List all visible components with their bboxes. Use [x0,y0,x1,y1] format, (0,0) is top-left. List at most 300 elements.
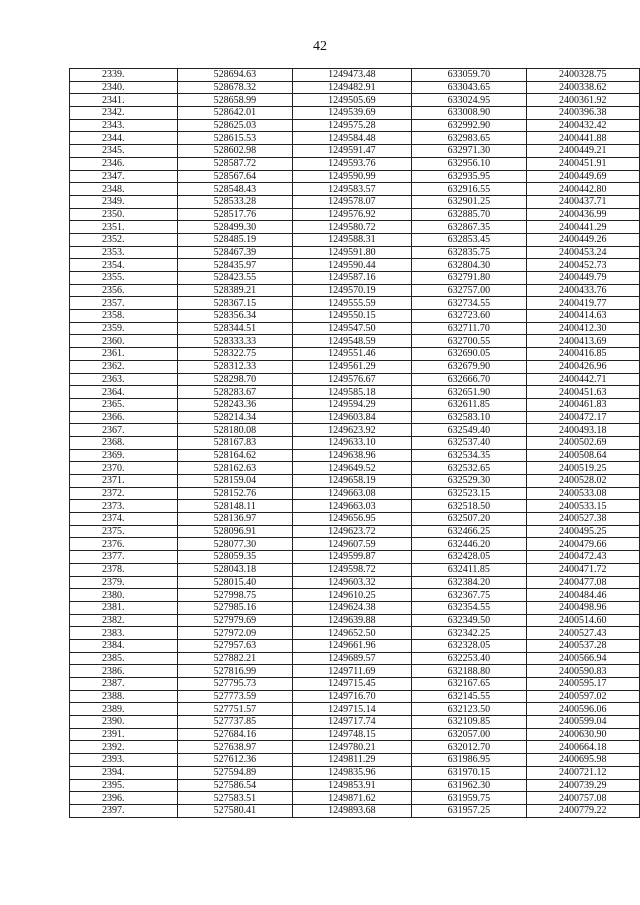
x2-coordinate-cell: 632012.70 [412,741,526,754]
y-coordinate-cell: 1249590.44 [292,259,412,272]
x2-coordinate-cell: 632328.05 [412,639,526,652]
x-coordinate-cell: 527638.97 [178,741,292,754]
y2-coordinate-cell: 2400528.02 [526,475,639,488]
y-coordinate-cell: 1249547.50 [292,322,412,335]
y2-coordinate-cell: 2400414.63 [526,310,639,323]
y2-coordinate-cell: 2400461.83 [526,398,639,411]
table-row [70,170,640,183]
x-coordinate-cell: 528678.32 [178,81,292,94]
y-coordinate-cell: 1249610.25 [292,589,412,602]
table-row [70,627,640,640]
y2-coordinate-cell: 2400396.38 [526,107,639,120]
y-coordinate-cell: 1249649.52 [292,462,412,475]
y2-coordinate-cell: 2400441.88 [526,132,639,145]
x-coordinate-cell: 528567.64 [178,170,292,183]
point-number-cell: 2369. [70,449,178,462]
point-number-cell: 2340. [70,81,178,94]
table-row [70,576,640,589]
y2-coordinate-cell: 2400493.18 [526,424,639,437]
x2-coordinate-cell: 633008.90 [412,107,526,120]
y2-coordinate-cell: 2400757.08 [526,792,639,805]
x-coordinate-cell: 528533.28 [178,195,292,208]
x-coordinate-cell: 527985.16 [178,601,292,614]
table-row [70,728,640,741]
table-row [70,449,640,462]
table-row [70,208,640,221]
point-number-cell: 2377. [70,551,178,564]
y2-coordinate-cell: 2400328.75 [526,69,639,82]
y-coordinate-cell: 1249588.31 [292,233,412,246]
y2-coordinate-cell: 2400472.17 [526,411,639,424]
point-number-cell: 2343. [70,119,178,132]
x-coordinate-cell: 527594.89 [178,766,292,779]
point-number-cell: 2370. [70,462,178,475]
y-coordinate-cell: 1249893.68 [292,804,412,817]
point-number-cell: 2386. [70,665,178,678]
y-coordinate-cell: 1249652.50 [292,627,412,640]
table-row [70,195,640,208]
y-coordinate-cell: 1249624.38 [292,601,412,614]
y2-coordinate-cell: 2400449.69 [526,170,639,183]
x2-coordinate-cell: 632354.55 [412,601,526,614]
y-coordinate-cell: 1249590.99 [292,170,412,183]
y2-coordinate-cell: 2400416.85 [526,348,639,361]
y2-coordinate-cell: 2400413.69 [526,335,639,348]
table-row [70,246,640,259]
x-coordinate-cell: 527751.57 [178,703,292,716]
x2-coordinate-cell: 632885.70 [412,208,526,221]
y-coordinate-cell: 1249656.95 [292,513,412,526]
y-coordinate-cell: 1249633.10 [292,436,412,449]
x2-coordinate-cell: 633043.65 [412,81,526,94]
x2-coordinate-cell: 632734.55 [412,297,526,310]
y2-coordinate-cell: 2400508.64 [526,449,639,462]
coordinates-table-container [69,68,640,818]
x2-coordinate-cell: 632757.00 [412,284,526,297]
point-number-cell: 2348. [70,183,178,196]
y2-coordinate-cell: 2400472.43 [526,551,639,564]
x-coordinate-cell: 528043.18 [178,563,292,576]
y-coordinate-cell: 1249551.46 [292,348,412,361]
y2-coordinate-cell: 2400566.94 [526,652,639,665]
point-number-cell: 2346. [70,157,178,170]
x-coordinate-cell: 528548.43 [178,183,292,196]
y-coordinate-cell: 1249638.96 [292,449,412,462]
x-coordinate-cell: 528625.03 [178,119,292,132]
table-row [70,551,640,564]
table-row [70,652,640,665]
y2-coordinate-cell: 2400449.21 [526,145,639,158]
point-number-cell: 2366. [70,411,178,424]
y-coordinate-cell: 1249780.21 [292,741,412,754]
y-coordinate-cell: 1249539.69 [292,107,412,120]
x-coordinate-cell: 528485.19 [178,233,292,246]
x2-coordinate-cell: 631959.75 [412,792,526,805]
y2-coordinate-cell: 2400495.25 [526,525,639,538]
x2-coordinate-cell: 632679.90 [412,360,526,373]
y2-coordinate-cell: 2400477.08 [526,576,639,589]
x-coordinate-cell: 527882.21 [178,652,292,665]
point-number-cell: 2373. [70,500,178,513]
y-coordinate-cell: 1249580.72 [292,221,412,234]
x2-coordinate-cell: 632145.55 [412,690,526,703]
x-coordinate-cell: 527972.09 [178,627,292,640]
y2-coordinate-cell: 2400436.99 [526,208,639,221]
y-coordinate-cell: 1249716.70 [292,690,412,703]
point-number-cell: 2395. [70,779,178,792]
x-coordinate-cell: 528356.34 [178,310,292,323]
x-coordinate-cell: 528615.53 [178,132,292,145]
table-row [70,741,640,754]
x-coordinate-cell: 527979.69 [178,614,292,627]
x2-coordinate-cell: 632537.40 [412,436,526,449]
point-number-cell: 2359. [70,322,178,335]
table-row [70,348,640,361]
x2-coordinate-cell: 632532.65 [412,462,526,475]
table-row [70,804,640,817]
coordinates-table-body [70,69,640,818]
x-coordinate-cell: 528333.33 [178,335,292,348]
y-coordinate-cell: 1249575.28 [292,119,412,132]
x-coordinate-cell: 528180.08 [178,424,292,437]
point-number-cell: 2352. [70,233,178,246]
y2-coordinate-cell: 2400533.15 [526,500,639,513]
x2-coordinate-cell: 632466.25 [412,525,526,538]
x-coordinate-cell: 528322.75 [178,348,292,361]
x2-coordinate-cell: 632123.50 [412,703,526,716]
table-row [70,119,640,132]
y-coordinate-cell: 1249576.92 [292,208,412,221]
y2-coordinate-cell: 2400442.71 [526,373,639,386]
x-coordinate-cell: 528602.98 [178,145,292,158]
point-number-cell: 2388. [70,690,178,703]
table-row [70,601,640,614]
y-coordinate-cell: 1249593.76 [292,157,412,170]
y-coordinate-cell: 1249550.15 [292,310,412,323]
y-coordinate-cell: 1249661.96 [292,639,412,652]
y-coordinate-cell: 1249473.48 [292,69,412,82]
x2-coordinate-cell: 632549.40 [412,424,526,437]
table-row [70,589,640,602]
point-number-cell: 2387. [70,678,178,691]
y2-coordinate-cell: 2400599.04 [526,716,639,729]
x-coordinate-cell: 528389.21 [178,284,292,297]
table-row [70,69,640,82]
x2-coordinate-cell: 631957.25 [412,804,526,817]
x-coordinate-cell: 528467.39 [178,246,292,259]
y-coordinate-cell: 1249811.29 [292,754,412,767]
x-coordinate-cell: 528517.76 [178,208,292,221]
x-coordinate-cell: 527957.63 [178,639,292,652]
x-coordinate-cell: 528059.35 [178,551,292,564]
point-number-cell: 2353. [70,246,178,259]
point-number-cell: 2384. [70,639,178,652]
point-number-cell: 2383. [70,627,178,640]
x-coordinate-cell: 528423.55 [178,272,292,285]
point-number-cell: 2378. [70,563,178,576]
point-number-cell: 2360. [70,335,178,348]
y-coordinate-cell: 1249587.16 [292,272,412,285]
x-coordinate-cell: 528152.76 [178,487,292,500]
point-number-cell: 2358. [70,310,178,323]
x2-coordinate-cell: 632523.15 [412,487,526,500]
x-coordinate-cell: 528136.97 [178,513,292,526]
x2-coordinate-cell: 632109.85 [412,716,526,729]
y-coordinate-cell: 1249835.96 [292,766,412,779]
point-number-cell: 2368. [70,436,178,449]
x-coordinate-cell: 528658.99 [178,94,292,107]
point-number-cell: 2339. [70,69,178,82]
x-coordinate-cell: 528148.11 [178,500,292,513]
x-coordinate-cell: 527586.54 [178,779,292,792]
table-row [70,310,640,323]
x2-coordinate-cell: 632992.90 [412,119,526,132]
y-coordinate-cell: 1249591.47 [292,145,412,158]
y2-coordinate-cell: 2400498.96 [526,601,639,614]
point-number-cell: 2381. [70,601,178,614]
table-row [70,335,640,348]
point-number-cell: 2367. [70,424,178,437]
y-coordinate-cell: 1249584.48 [292,132,412,145]
x-coordinate-cell: 528344.51 [178,322,292,335]
x2-coordinate-cell: 632723.60 [412,310,526,323]
table-row [70,233,640,246]
y-coordinate-cell: 1249482.91 [292,81,412,94]
y2-coordinate-cell: 2400590.83 [526,665,639,678]
y-coordinate-cell: 1249555.59 [292,297,412,310]
x-coordinate-cell: 528312.33 [178,360,292,373]
y2-coordinate-cell: 2400449.26 [526,233,639,246]
x2-coordinate-cell: 632835.75 [412,246,526,259]
y-coordinate-cell: 1249623.92 [292,424,412,437]
x2-coordinate-cell: 632188.80 [412,665,526,678]
table-row [70,157,640,170]
x2-coordinate-cell: 632853.45 [412,233,526,246]
x-coordinate-cell: 527773.59 [178,690,292,703]
y-coordinate-cell: 1249717.74 [292,716,412,729]
point-number-cell: 2391. [70,728,178,741]
x2-coordinate-cell: 631962.30 [412,779,526,792]
point-number-cell: 2393. [70,754,178,767]
x2-coordinate-cell: 632791.80 [412,272,526,285]
point-number-cell: 2371. [70,475,178,488]
x2-coordinate-cell: 632384.20 [412,576,526,589]
x2-coordinate-cell: 632983.65 [412,132,526,145]
x-coordinate-cell: 527580.41 [178,804,292,817]
point-number-cell: 2363. [70,373,178,386]
y2-coordinate-cell: 2400664.18 [526,741,639,754]
y2-coordinate-cell: 2400484.46 [526,589,639,602]
table-row [70,462,640,475]
y-coordinate-cell: 1249599.87 [292,551,412,564]
y-coordinate-cell: 1249570.19 [292,284,412,297]
y-coordinate-cell: 1249623.72 [292,525,412,538]
x2-coordinate-cell: 632583.10 [412,411,526,424]
x2-coordinate-cell: 632867.35 [412,221,526,234]
x2-coordinate-cell: 632971.30 [412,145,526,158]
point-number-cell: 2389. [70,703,178,716]
point-number-cell: 2351. [70,221,178,234]
table-row [70,259,640,272]
table-row [70,614,640,627]
table-row [70,703,640,716]
point-number-cell: 2376. [70,538,178,551]
x2-coordinate-cell: 632428.05 [412,551,526,564]
point-number-cell: 2345. [70,145,178,158]
x2-coordinate-cell: 632611.85 [412,398,526,411]
table-row [70,779,640,792]
x-coordinate-cell: 528435.97 [178,259,292,272]
x2-coordinate-cell: 632342.25 [412,627,526,640]
x-coordinate-cell: 527795.73 [178,678,292,691]
y2-coordinate-cell: 2400451.63 [526,386,639,399]
y2-coordinate-cell: 2400537.28 [526,639,639,652]
x-coordinate-cell: 528694.63 [178,69,292,82]
table-row [70,81,640,94]
y2-coordinate-cell: 2400479.66 [526,538,639,551]
y2-coordinate-cell: 2400471.72 [526,563,639,576]
table-row [70,436,640,449]
table-row [70,639,640,652]
x2-coordinate-cell: 632518.50 [412,500,526,513]
x2-coordinate-cell: 632349.50 [412,614,526,627]
table-row [70,94,640,107]
table-row [70,360,640,373]
table-row [70,716,640,729]
x-coordinate-cell: 528587.72 [178,157,292,170]
y2-coordinate-cell: 2400453.24 [526,246,639,259]
y-coordinate-cell: 1249603.32 [292,576,412,589]
y-coordinate-cell: 1249603.84 [292,411,412,424]
y2-coordinate-cell: 2400412.30 [526,322,639,335]
point-number-cell: 2344. [70,132,178,145]
y2-coordinate-cell: 2400597.02 [526,690,639,703]
x-coordinate-cell: 528162.63 [178,462,292,475]
x-coordinate-cell: 527583.51 [178,792,292,805]
x-coordinate-cell: 528283.67 [178,386,292,399]
x-coordinate-cell: 528164.62 [178,449,292,462]
x2-coordinate-cell: 632529.30 [412,475,526,488]
y2-coordinate-cell: 2400533.08 [526,487,639,500]
y2-coordinate-cell: 2400441.29 [526,221,639,234]
table-row [70,183,640,196]
y-coordinate-cell: 1249591.80 [292,246,412,259]
page-number: 42 [313,39,327,54]
y-coordinate-cell: 1249505.69 [292,94,412,107]
point-number-cell: 2375. [70,525,178,538]
x2-coordinate-cell: 632057.00 [412,728,526,741]
point-number-cell: 2385. [70,652,178,665]
point-number-cell: 2372. [70,487,178,500]
table-row [70,563,640,576]
point-number-cell: 2390. [70,716,178,729]
x2-coordinate-cell: 632446.20 [412,538,526,551]
x-coordinate-cell: 528243.36 [178,398,292,411]
table-row [70,284,640,297]
table-row [70,500,640,513]
y2-coordinate-cell: 2400527.38 [526,513,639,526]
y2-coordinate-cell: 2400739.29 [526,779,639,792]
point-number-cell: 2354. [70,259,178,272]
table-row [70,525,640,538]
table-row [70,487,640,500]
x2-coordinate-cell: 633059.70 [412,69,526,82]
table-row [70,754,640,767]
y2-coordinate-cell: 2400433.76 [526,284,639,297]
table-row [70,373,640,386]
table-row [70,221,640,234]
x-coordinate-cell: 527998.75 [178,589,292,602]
y2-coordinate-cell: 2400595.17 [526,678,639,691]
table-row [70,513,640,526]
x2-coordinate-cell: 632534.35 [412,449,526,462]
point-number-cell: 2357. [70,297,178,310]
point-number-cell: 2355. [70,272,178,285]
y2-coordinate-cell: 2400514.60 [526,614,639,627]
table-row [70,411,640,424]
y-coordinate-cell: 1249548.59 [292,335,412,348]
x2-coordinate-cell: 632700.55 [412,335,526,348]
y2-coordinate-cell: 2400432.42 [526,119,639,132]
x2-coordinate-cell: 631970.15 [412,766,526,779]
x2-coordinate-cell: 632916.55 [412,183,526,196]
y2-coordinate-cell: 2400361.92 [526,94,639,107]
x2-coordinate-cell: 632804.30 [412,259,526,272]
y2-coordinate-cell: 2400419.77 [526,297,639,310]
x2-coordinate-cell: 632367.75 [412,589,526,602]
table-row [70,297,640,310]
point-number-cell: 2394. [70,766,178,779]
y2-coordinate-cell: 2400449.79 [526,272,639,285]
x-coordinate-cell: 528077.30 [178,538,292,551]
y-coordinate-cell: 1249871.62 [292,792,412,805]
x2-coordinate-cell: 632411.85 [412,563,526,576]
x2-coordinate-cell: 632651.90 [412,386,526,399]
y-coordinate-cell: 1249639.88 [292,614,412,627]
y-coordinate-cell: 1249663.03 [292,500,412,513]
x-coordinate-cell: 528214.34 [178,411,292,424]
y2-coordinate-cell: 2400452.73 [526,259,639,272]
x2-coordinate-cell: 632666.70 [412,373,526,386]
y2-coordinate-cell: 2400527.43 [526,627,639,640]
x-coordinate-cell: 527684.16 [178,728,292,741]
x-coordinate-cell: 528499.30 [178,221,292,234]
y-coordinate-cell: 1249576.67 [292,373,412,386]
y2-coordinate-cell: 2400695.98 [526,754,639,767]
y2-coordinate-cell: 2400721.12 [526,766,639,779]
table-row [70,145,640,158]
table-row [70,475,640,488]
x2-coordinate-cell: 632956.10 [412,157,526,170]
point-number-cell: 2342. [70,107,178,120]
y-coordinate-cell: 1249715.14 [292,703,412,716]
y2-coordinate-cell: 2400502.69 [526,436,639,449]
y-coordinate-cell: 1249561.29 [292,360,412,373]
coordinates-table [69,68,640,818]
point-number-cell: 2365. [70,398,178,411]
y-coordinate-cell: 1249598.72 [292,563,412,576]
x2-coordinate-cell: 632711.70 [412,322,526,335]
x2-coordinate-cell: 632901.25 [412,195,526,208]
point-number-cell: 2382. [70,614,178,627]
table-row [70,665,640,678]
point-number-cell: 2341. [70,94,178,107]
y-coordinate-cell: 1249578.07 [292,195,412,208]
y2-coordinate-cell: 2400442.80 [526,183,639,196]
x2-coordinate-cell: 632253.40 [412,652,526,665]
table-row [70,538,640,551]
y-coordinate-cell: 1249689.57 [292,652,412,665]
